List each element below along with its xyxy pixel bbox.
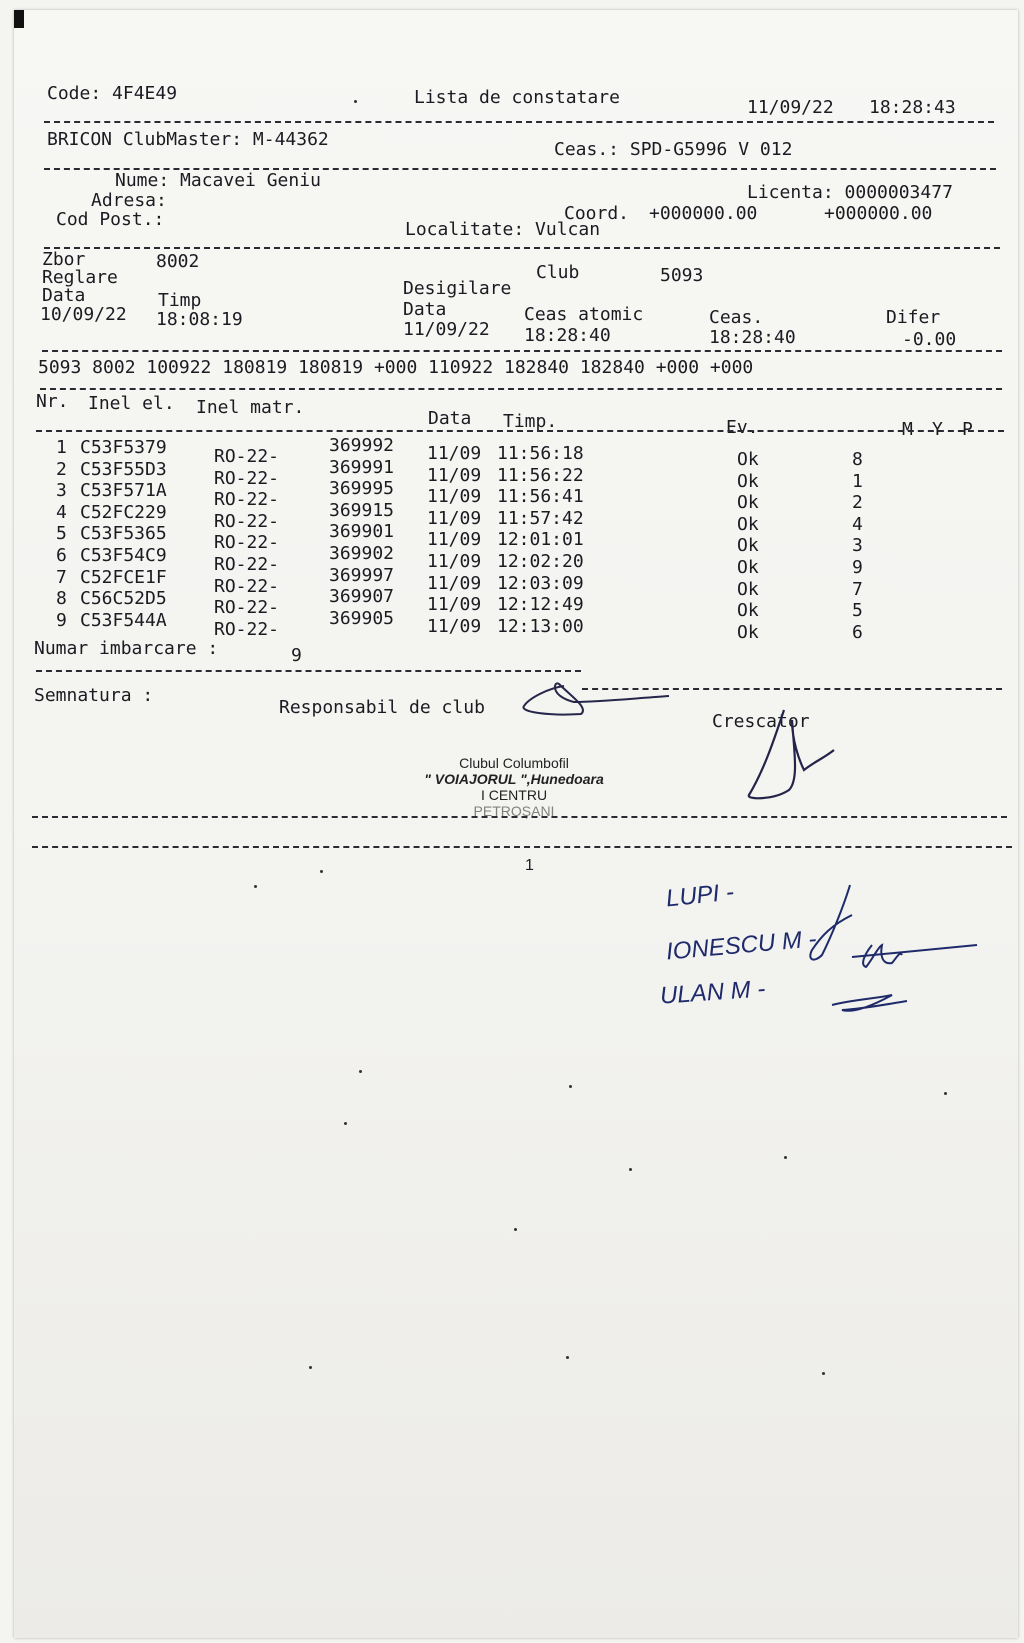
divider xyxy=(40,388,1002,390)
row-date: 11/09 xyxy=(427,615,482,637)
row-ring-number: 369992 xyxy=(329,435,395,456)
stamp-line-1: Clubul Columbofil xyxy=(459,755,569,771)
row-nr: 3 xyxy=(56,480,67,502)
owner-address: Adresa: xyxy=(91,190,167,211)
row-electronic-ring: C53F544A xyxy=(80,609,167,631)
divider xyxy=(44,121,994,123)
divider xyxy=(32,846,1012,848)
row-nr: 6 xyxy=(56,545,67,566)
row-date: 11/09 xyxy=(427,551,482,572)
row-ring-prefix: RO-22- xyxy=(214,618,280,640)
owner-postal-code: Cod Post.: xyxy=(56,209,165,230)
row-position: 6 xyxy=(852,621,863,643)
speck xyxy=(514,1228,517,1231)
speck xyxy=(566,1356,569,1359)
row-event: Ok xyxy=(737,578,759,600)
boarding-count-value: 9 xyxy=(291,645,302,666)
desigilare-date-label: Data xyxy=(403,299,447,320)
row-electronic-ring: C53F5379 xyxy=(80,437,167,458)
speck xyxy=(344,1122,347,1125)
desigilare-date: 11/09/22 xyxy=(403,319,490,340)
encoded-summary-line: 5093 8002 100922 180819 180819 +000 110922 182840 182840 +000 +000 xyxy=(38,357,754,378)
reglare-date: 10/09/22 xyxy=(40,304,127,325)
col-header-data: Data xyxy=(428,408,472,429)
flight-label: Zbor xyxy=(42,249,86,270)
col-header-m: M xyxy=(902,419,913,440)
col-header-inel-matr: Inel matr. xyxy=(196,397,305,418)
speck xyxy=(944,1092,947,1095)
divider xyxy=(32,816,1007,818)
speck xyxy=(359,1070,362,1073)
club-signature xyxy=(519,678,679,734)
stamp-line-4: PETROȘANI xyxy=(473,803,555,819)
coord-label: Coord. xyxy=(564,203,630,224)
row-time: 12:01:01 xyxy=(497,529,584,551)
divider xyxy=(36,430,1004,432)
row-time: 11:56:41 xyxy=(497,486,584,508)
row-electronic-ring: C52FC229 xyxy=(80,501,167,523)
row-nr: 5 xyxy=(56,523,67,545)
row-ring-prefix: RO-22- xyxy=(214,467,280,489)
row-position: 2 xyxy=(852,492,863,514)
row-time: 11:56:18 xyxy=(497,443,584,464)
breeder-label: Crescator xyxy=(712,711,810,732)
col-header-timp: Timp. xyxy=(503,411,558,432)
row-position: 5 xyxy=(852,600,863,622)
speck xyxy=(629,1168,632,1171)
row-nr: 1 xyxy=(56,437,67,458)
row-time: 12:13:00 xyxy=(497,615,584,637)
flight-value: 8002 xyxy=(156,251,200,272)
signature-label: Semnatura : xyxy=(34,685,154,706)
coord-lat: +000000.00 xyxy=(649,203,758,224)
print-time: 18:28:43 xyxy=(869,97,956,118)
row-nr: 4 xyxy=(56,501,67,523)
row-ring-prefix: RO-22- xyxy=(214,532,280,554)
row-ring-prefix: RO-22- xyxy=(214,510,280,532)
row-position: 8 xyxy=(852,449,863,470)
row-ring-prefix: RO-22- xyxy=(214,489,280,511)
row-date: 11/09 xyxy=(427,572,482,594)
row-event: Ok xyxy=(737,600,759,622)
row-nr: 2 xyxy=(56,458,67,480)
owner-name: Nume: Macavei Geniu xyxy=(115,170,321,191)
row-ring-number: 369905 xyxy=(329,607,395,629)
row-ring-number: 369995 xyxy=(329,478,395,500)
row-event: Ok xyxy=(737,513,759,535)
reglare-time: 18:08:19 xyxy=(156,309,243,330)
row-electronic-ring: C52FCE1F xyxy=(80,566,167,588)
speck xyxy=(784,1156,787,1159)
row-date: 11/09 xyxy=(427,464,482,486)
breeder-signature xyxy=(744,700,854,810)
col-header-inel-el: Inel el. xyxy=(88,393,175,414)
row-nr: 7 xyxy=(56,566,67,588)
speck xyxy=(320,870,323,873)
row-event: Ok xyxy=(737,557,759,578)
row-date: 11/09 xyxy=(427,486,482,508)
divider xyxy=(36,670,581,672)
desigilare-label: Desigilare xyxy=(403,278,512,299)
row-date: 11/09 xyxy=(427,529,482,551)
col-header-nr: Nr. xyxy=(36,391,69,412)
difference-label: Difer xyxy=(886,307,941,328)
col-header-p: P xyxy=(962,419,973,440)
row-event: Ok xyxy=(737,535,759,557)
stamp-line-2: " VOIAJORUL ",Hunedoara xyxy=(424,771,604,787)
clubmaster-id: BRICON ClubMaster: M-44362 xyxy=(47,129,329,150)
row-ring-number: 369907 xyxy=(329,586,395,608)
club-stamp xyxy=(394,755,634,819)
row-event: Ok xyxy=(737,449,759,470)
row-nr: 8 xyxy=(56,588,67,610)
speck xyxy=(569,1085,572,1088)
row-ring-prefix: RO-22- xyxy=(214,575,280,597)
speck xyxy=(254,885,257,888)
row-ring-prefix: RO-22- xyxy=(214,597,280,619)
row-ring-number: 369997 xyxy=(329,564,395,586)
speck xyxy=(354,100,357,103)
page-number: 1 xyxy=(525,857,534,874)
club-responsible-label: Responsabil de club xyxy=(279,697,485,718)
row-time: 11:56:22 xyxy=(497,464,584,486)
clock-label: Ceas. xyxy=(709,307,764,328)
divider xyxy=(44,247,1000,249)
handwritten-note-2: IONESCU M - xyxy=(665,925,818,966)
row-position: 9 xyxy=(852,557,863,578)
row-nr: 9 xyxy=(56,609,67,631)
row-electronic-ring: C53F55D3 xyxy=(80,458,167,480)
atomic-clock-value: 18:28:40 xyxy=(524,325,611,346)
club-label: Club xyxy=(536,262,580,283)
scan-corner xyxy=(14,10,24,28)
stamp-line-3: I CENTRU xyxy=(480,787,548,803)
row-ring-number: 369915 xyxy=(329,499,395,521)
handwritten-initials xyxy=(752,875,982,1035)
row-ring-number: 369991 xyxy=(329,456,395,478)
row-event: Ok xyxy=(737,470,759,492)
row-electronic-ring: C53F54C9 xyxy=(80,545,167,566)
row-position: 3 xyxy=(852,535,863,557)
row-ring-number: 369902 xyxy=(329,543,395,564)
speck xyxy=(822,1372,825,1375)
row-event: Ok xyxy=(737,492,759,514)
row-position: 1 xyxy=(852,470,863,492)
row-electronic-ring: C53F571A xyxy=(80,480,167,502)
document-code: Code: 4F4E49 xyxy=(47,83,178,104)
row-time: 12:03:09 xyxy=(497,572,584,594)
speck xyxy=(309,1366,312,1369)
handwritten-note-1: LUPI - xyxy=(664,878,736,913)
reglare-date-label: Data xyxy=(42,285,86,306)
difference-value: -0.00 xyxy=(902,329,957,350)
row-ring-number: 369901 xyxy=(329,521,395,543)
col-header-y: Y xyxy=(932,419,943,440)
row-position: 7 xyxy=(852,578,863,600)
atomic-clock-label: Ceas atomic xyxy=(524,304,644,325)
row-electronic-ring: C53F5365 xyxy=(80,523,167,545)
owner-license: Licenta: 0000003477 xyxy=(747,182,953,203)
row-time: 11:57:42 xyxy=(497,507,584,529)
divider xyxy=(42,350,1002,352)
document-page xyxy=(14,10,1018,1638)
row-time: 12:02:20 xyxy=(497,551,584,572)
clock-value: 18:28:40 xyxy=(709,327,796,348)
print-date: 11/09/22 xyxy=(747,97,834,118)
owner-locality: Localitate: Vulcan xyxy=(405,219,601,240)
row-ring-prefix: RO-22- xyxy=(214,554,280,575)
row-position: 4 xyxy=(852,513,863,535)
row-time: 12:12:49 xyxy=(497,594,584,616)
club-value: 5093 xyxy=(660,265,704,286)
handwritten-note-3: ULAN M - xyxy=(659,975,767,1010)
row-date: 11/09 xyxy=(427,594,482,616)
col-header-ev: Ev. xyxy=(726,417,759,438)
row-event: Ok xyxy=(737,621,759,643)
reglare-label: Reglare xyxy=(42,267,118,288)
boarding-count-label: Numar imbarcare : xyxy=(34,638,219,659)
document-title: Lista de constatare xyxy=(414,87,620,108)
clock-id: Ceas.: SPD-G5996 V 012 xyxy=(554,139,793,160)
row-electronic-ring: C56C52D5 xyxy=(80,588,167,610)
reglare-time-label: Timp xyxy=(158,290,202,311)
row-ring-prefix: RO-22- xyxy=(214,446,280,467)
row-date: 11/09 xyxy=(427,443,482,464)
coord-lon: +000000.00 xyxy=(824,203,933,224)
row-date: 11/09 xyxy=(427,507,482,529)
